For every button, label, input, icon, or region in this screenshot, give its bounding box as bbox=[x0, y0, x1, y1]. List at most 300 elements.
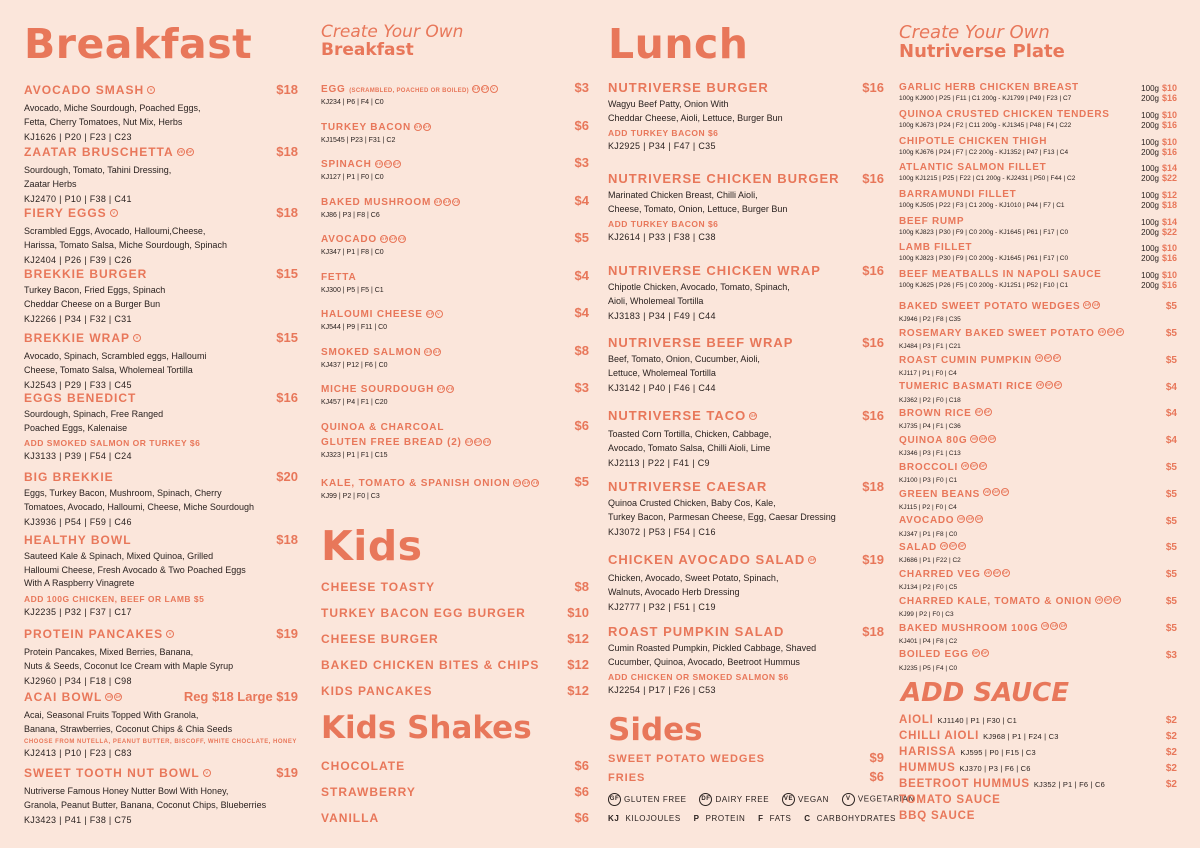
item-price: $2 bbox=[1165, 763, 1177, 774]
kids-item[interactable] bbox=[321, 579, 589, 594]
weight-label: 100g bbox=[1141, 111, 1159, 120]
item-price: $16 bbox=[862, 408, 884, 424]
item-price: $6 bbox=[574, 758, 589, 773]
dairy-free-icon: DF bbox=[1060, 623, 1067, 629]
vegan-icon: VE bbox=[1036, 355, 1042, 361]
item-nutrition: KJ3133 | P39 | F54 | C24 bbox=[24, 451, 132, 461]
dairy-free-icon: DF bbox=[984, 408, 991, 414]
item-nutrition: KJ323 | P1 | F1 | C15 bbox=[321, 452, 388, 460]
legend-label: VEGETARIAN bbox=[857, 794, 915, 804]
item-desc: Halloumi Cheese, Fresh Avocado & Two Poached Eggs bbox=[24, 564, 246, 575]
gluten-free-icon: GF bbox=[414, 124, 423, 130]
addon-item[interactable] bbox=[321, 380, 589, 406]
weight-label: 200g bbox=[1141, 94, 1159, 103]
menu-item[interactable] bbox=[24, 532, 298, 617]
gluten-free-icon: GF bbox=[426, 311, 434, 317]
legend-key: KJ bbox=[608, 814, 620, 823]
item-price: $4 bbox=[1165, 408, 1177, 420]
shake-item[interactable] bbox=[321, 758, 589, 773]
item-desc: Walnuts, Avocado Herb Dressing bbox=[608, 586, 740, 597]
dairy-free-icon: DF bbox=[186, 148, 193, 154]
protein-item[interactable] bbox=[899, 242, 1177, 262]
menu-item[interactable] bbox=[608, 80, 884, 151]
item-name: NUTRIVERSE CHICKEN BURGER bbox=[608, 171, 840, 186]
plate-side-item[interactable] bbox=[899, 564, 1177, 591]
price-200g bbox=[1141, 147, 1177, 157]
item-name: NUTRIVERSE CHICKEN WRAP bbox=[608, 263, 821, 278]
legend-label: GLUTEN FREE bbox=[624, 794, 687, 804]
item-name: NUTRIVERSE CAESAR bbox=[608, 479, 768, 494]
item-price: $5 bbox=[574, 230, 589, 245]
item-price: $20 bbox=[276, 469, 298, 484]
item-name: CHICKEN AVOCADO SALAD bbox=[608, 552, 806, 568]
item-price: $15 bbox=[276, 266, 298, 281]
item-price: $18 bbox=[276, 144, 298, 160]
plate-side-item[interactable] bbox=[899, 618, 1177, 645]
price-200g bbox=[1141, 200, 1177, 210]
item-price: $4 bbox=[1165, 435, 1177, 447]
item-price: $16 bbox=[1161, 120, 1177, 130]
item-nutrition: KJ544 | P9 | F11 | C0 bbox=[321, 324, 388, 331]
item-name: ROAST CUMIN PUMPKIN bbox=[899, 354, 1032, 366]
item-nutrition: KJ347 | P1 | F8 | C0 bbox=[899, 530, 958, 538]
kids-item[interactable] bbox=[321, 605, 589, 620]
plate-side-item[interactable] bbox=[899, 644, 1177, 671]
gluten-free-icon: GF bbox=[1105, 596, 1111, 602]
sauce-item[interactable] bbox=[899, 730, 1177, 742]
item-nutrition: KJ2413 | P10 | F23 | C83 bbox=[24, 748, 132, 759]
dairy-free-icon: DF bbox=[523, 480, 531, 486]
item-desc: Marinated Chicken Breast, Chilli Aioli, bbox=[608, 190, 758, 200]
item-price: $5 bbox=[1165, 515, 1177, 527]
menu-item[interactable] bbox=[608, 551, 884, 612]
item-price: $10 bbox=[1161, 83, 1177, 93]
item-name: CHARRED KALE, TOMATO & ONION bbox=[899, 596, 1092, 608]
item-nutrition: KJ2254 | P17 | F26 | C53 bbox=[608, 685, 716, 695]
vegan-icon: VE bbox=[106, 693, 112, 699]
item-price: $6 bbox=[574, 810, 589, 825]
sauce-item[interactable] bbox=[899, 762, 1177, 774]
item-name: BEEF RUMP bbox=[899, 216, 965, 227]
item-price: $3 bbox=[574, 80, 589, 95]
item-nutrition: KJ127 | P1 | F0 | C0 bbox=[321, 174, 384, 181]
menu-item[interactable] bbox=[24, 469, 298, 527]
dairy-free-icon: DF bbox=[393, 161, 401, 167]
item-desc: Nuts & Seeds, Coconut Ice Cream with Maple Syrup bbox=[24, 660, 234, 671]
menu-item[interactable] bbox=[24, 764, 298, 825]
item-nutrition: 100g KJ900 | P25 | F11 | C1 200g - KJ1799 | P49 | F23 | C7 bbox=[899, 95, 1072, 102]
item-nutrition: KJ346 | P3 | F1 | C13 bbox=[899, 450, 961, 458]
item-name: CHARRED VEG bbox=[899, 569, 981, 581]
item-nutrition: KJ370 | P3 | F6 | C6 bbox=[959, 764, 1031, 773]
item-desc: Acai, Seasonal Fruits Topped With Granola, bbox=[24, 710, 199, 721]
menu-item[interactable] bbox=[608, 263, 884, 321]
vegan-icon: VE bbox=[984, 489, 990, 495]
item-price: $4 bbox=[574, 193, 589, 208]
item-nutrition: KJ457 | P4 | F1 | C20 bbox=[321, 399, 388, 406]
gluten-free-icon: GF bbox=[993, 489, 999, 495]
item-price: $19 bbox=[276, 765, 298, 781]
item-price: $3 bbox=[574, 155, 589, 170]
item-desc: Sauteed Kale & Spinach, Mixed Quinoa, Grilled bbox=[24, 551, 214, 561]
item-name: BBQ SAUCE bbox=[899, 810, 976, 822]
menu-item[interactable] bbox=[24, 625, 298, 686]
item-desc: Cheese, Tomato Salsa, Wholemeal Tortilla bbox=[24, 364, 193, 375]
item-nutrition: KJ99 | P2 | F0 | C3 bbox=[899, 611, 954, 619]
item-nutrition: KJ2925 | P34 | F47 | C35 bbox=[608, 141, 716, 151]
addon-item[interactable] bbox=[321, 193, 589, 219]
item-desc: Zaatar Herbs bbox=[24, 178, 77, 189]
item-desc: Aioli, Wholemeal Tortilla bbox=[608, 295, 704, 306]
item-price: $18 bbox=[862, 624, 884, 639]
protein-item[interactable] bbox=[899, 136, 1177, 156]
gluten-free-icon: GF bbox=[750, 412, 757, 418]
weight-label: 200g bbox=[1141, 201, 1159, 210]
item-nutrition: KJ115 | P2 | F0 | C4 bbox=[899, 503, 957, 511]
price-200g bbox=[1141, 173, 1177, 183]
item-name: BAKED CHICKEN BITES & CHIPS bbox=[321, 658, 540, 672]
item-price: $5 bbox=[1165, 462, 1177, 474]
plate-side-item[interactable] bbox=[899, 537, 1177, 564]
menu-item[interactable] bbox=[24, 329, 298, 390]
plate-side-item[interactable] bbox=[899, 350, 1177, 377]
vegan-icon: VE bbox=[177, 148, 184, 154]
item-price: $4 bbox=[1165, 381, 1177, 393]
item-nutrition: KJ2960 | P34 | F18 | C98 bbox=[24, 676, 132, 687]
item-name: TURKEY BACON EGG BURGER bbox=[321, 606, 526, 620]
addon-item[interactable] bbox=[321, 437, 589, 459]
gluten-free-icon: GF bbox=[384, 161, 392, 167]
kids-item[interactable] bbox=[321, 631, 589, 646]
menu-item[interactable] bbox=[24, 390, 298, 461]
addon-item[interactable] bbox=[321, 418, 589, 433]
legend-label: DAIRY FREE bbox=[715, 794, 770, 804]
legend-label: CARBOHYDRATES bbox=[816, 814, 896, 823]
sauce-item[interactable] bbox=[899, 810, 1177, 822]
protein-item[interactable] bbox=[899, 269, 1177, 289]
create-breakfast-heading-2: Breakfast bbox=[321, 39, 414, 60]
weight-label: 100g bbox=[1141, 84, 1159, 93]
menu-item[interactable] bbox=[608, 624, 884, 695]
item-price: $18 bbox=[862, 479, 884, 494]
item-name: NUTRIVERSE BURGER bbox=[608, 80, 769, 95]
item-name: SALAD bbox=[899, 542, 937, 554]
plate-side-item[interactable] bbox=[899, 403, 1177, 430]
item-price: Reg $18 Large $19 bbox=[183, 689, 298, 705]
item-name: BAKED SWEET POTATO WEDGES bbox=[899, 301, 1081, 313]
item-nutrition: KJ2404 | P26 | F39 | C26 bbox=[24, 255, 132, 266]
item-nutrition: KJ2543 | P29 | F33 | C45 bbox=[24, 380, 132, 391]
item-name: ROAST PUMPKIN SALAD bbox=[608, 624, 785, 639]
vegan-icon: VE bbox=[532, 480, 540, 486]
item-name: SPINACH bbox=[321, 159, 372, 170]
price-200g bbox=[1141, 93, 1177, 103]
item-price: $5 bbox=[1165, 301, 1177, 313]
item-nutrition: KJ99 | P2 | F0 | C3 bbox=[321, 493, 380, 500]
dairy-free-icon: DF bbox=[959, 542, 965, 548]
item-desc: Toasted Corn Tortilla, Chicken, Cabbage, bbox=[608, 429, 772, 440]
sauce-item[interactable] bbox=[899, 746, 1177, 758]
weight-label: 200g bbox=[1141, 281, 1159, 290]
item-nutrition: KJ946 | P2 | F8 | C35 bbox=[899, 316, 961, 324]
item-price: $16 bbox=[1161, 280, 1177, 290]
protein-item[interactable] bbox=[899, 189, 1177, 209]
menu-item[interactable] bbox=[608, 171, 884, 242]
item-name: FRIES bbox=[608, 772, 646, 784]
item-price: $14 bbox=[1161, 163, 1177, 173]
vegetarian-icon: V bbox=[147, 86, 155, 94]
sauce-item[interactable] bbox=[899, 794, 1177, 806]
addon-item[interactable] bbox=[321, 343, 589, 369]
item-price: $16 bbox=[862, 171, 884, 186]
item-price: $16 bbox=[1161, 93, 1177, 103]
item-addon-note: ADD 100G CHICKEN, BEEF OR LAMB $5 bbox=[24, 593, 205, 604]
item-name: BIG BREKKIE bbox=[24, 470, 114, 484]
item-price: $12 bbox=[567, 683, 589, 698]
price-100g bbox=[1141, 243, 1177, 253]
item-desc: Sourdough, Spinach, Free Ranged bbox=[24, 409, 164, 419]
gluten-free-icon: GF bbox=[1044, 355, 1051, 361]
price-100g bbox=[1141, 217, 1177, 227]
gluten-free-icon: GF bbox=[980, 435, 987, 441]
item-name: TURKEY BACON bbox=[321, 122, 411, 133]
sauce-item[interactable] bbox=[899, 778, 1177, 790]
item-name: QUINOA & CHARCOAL bbox=[321, 422, 445, 433]
vegetarian-icon: V bbox=[110, 209, 118, 217]
addon-item[interactable] bbox=[321, 80, 589, 106]
item-price: $4 bbox=[574, 268, 589, 283]
addon-item[interactable] bbox=[321, 268, 589, 294]
gluten-free-icon: GF bbox=[425, 349, 433, 355]
vegan-icon: VE bbox=[453, 199, 461, 205]
vegetarian-icon: V bbox=[166, 630, 174, 638]
vegetarian-icon: V bbox=[490, 85, 498, 93]
lunch-title: Lunch bbox=[608, 20, 749, 68]
price-200g bbox=[1141, 280, 1177, 290]
price-200g bbox=[1141, 227, 1177, 237]
menu-item[interactable] bbox=[24, 143, 298, 204]
dairy-free-icon: DF bbox=[1002, 489, 1008, 495]
item-nutrition: KJ86 | P3 | F8 | C6 bbox=[321, 212, 380, 219]
item-desc: Cheddar Cheese on a Burger Bun bbox=[24, 298, 161, 309]
menu-item[interactable] bbox=[24, 688, 298, 758]
addon-item[interactable] bbox=[321, 118, 589, 144]
menu-item[interactable] bbox=[24, 204, 298, 265]
dairy-free-icon: DF bbox=[982, 650, 988, 656]
addon-item[interactable] bbox=[321, 155, 589, 181]
kids-item[interactable] bbox=[321, 683, 589, 698]
dairy-free-icon: DF bbox=[1114, 596, 1120, 602]
item-name: AVOCADO SMASH bbox=[24, 83, 145, 98]
item-nutrition: KJ3936 | P54 | F59 | C46 bbox=[24, 517, 132, 527]
item-nutrition: 100g KJ823 | P30 | F9 | C0 200g - KJ1645 | P61 | F17 | C0 bbox=[899, 255, 1069, 262]
item-nutrition: KJ117 | P1 | F0 | C4 bbox=[899, 369, 957, 377]
dairy-free-icon: DF bbox=[474, 439, 482, 445]
plate-side-item[interactable] bbox=[899, 484, 1177, 511]
item-desc: Cheddar Cheese, Aioli, Lettuce, Burger Bun bbox=[608, 112, 783, 123]
dairy-free-icon: DF bbox=[423, 124, 431, 130]
price-100g bbox=[1141, 270, 1177, 280]
item-price: $6 bbox=[574, 118, 589, 133]
menu-item[interactable] bbox=[24, 266, 298, 324]
item-nutrition: KJ362 | P2 | F0 | C18 bbox=[899, 396, 961, 404]
addon-item[interactable] bbox=[321, 230, 589, 256]
protein-item[interactable] bbox=[899, 82, 1177, 102]
gluten-free-icon: GF bbox=[1051, 623, 1058, 629]
menu-item[interactable] bbox=[608, 479, 884, 537]
dairy-free-icon: DF bbox=[1116, 328, 1123, 334]
gluten-free-icon: GF bbox=[809, 556, 816, 562]
dairy-free-icon: DF bbox=[434, 349, 442, 355]
item-name: STRAWBERRY bbox=[321, 785, 416, 799]
sauce-item[interactable] bbox=[899, 714, 1177, 726]
weight-label: 200g bbox=[1141, 121, 1159, 130]
price-100g bbox=[1141, 137, 1177, 147]
plate-side-item[interactable] bbox=[899, 510, 1177, 537]
item-name: ROSEMARY BAKED SWEET POTATO bbox=[899, 328, 1095, 340]
plate-side-item[interactable] bbox=[899, 591, 1177, 618]
item-price: $5 bbox=[1165, 488, 1177, 500]
item-nutrition: KJ595 | P0 | F15 | C3 bbox=[960, 748, 1036, 757]
item-name: BREKKIE BURGER bbox=[24, 267, 148, 281]
vegan-icon: VE bbox=[962, 462, 968, 468]
item-name: BARRAMUNDI FILLET bbox=[899, 189, 1017, 200]
item-nutrition: KJ3072 | P53 | F54 | C16 bbox=[608, 527, 716, 537]
vegan-icon: VE bbox=[375, 161, 383, 167]
item-price: $2 bbox=[1165, 747, 1177, 758]
item-price: $10 bbox=[1161, 110, 1177, 120]
dairy-free-icon: DF bbox=[115, 693, 121, 699]
shake-item[interactable] bbox=[321, 810, 589, 825]
item-name: KALE, TOMATO & SPANISH ONION bbox=[321, 478, 511, 489]
gluten-free-icon: GF bbox=[973, 650, 979, 656]
item-name: SMOKED SALMON bbox=[321, 347, 422, 358]
item-name: FETTA bbox=[321, 272, 357, 283]
item-desc: Tomatoes, Avocado, Halloumi, Cheese, Miche Sourdough bbox=[24, 501, 254, 512]
addon-item[interactable] bbox=[321, 305, 589, 331]
item-name: HALOUMI CHEESE bbox=[321, 309, 423, 320]
shake-item[interactable] bbox=[321, 784, 589, 799]
vegan-icon: VE bbox=[971, 435, 977, 441]
item-price: $16 bbox=[1161, 147, 1177, 157]
side-item[interactable] bbox=[608, 750, 884, 765]
protein-item[interactable] bbox=[899, 109, 1177, 129]
item-price: $5 bbox=[1165, 569, 1177, 581]
menu-item[interactable] bbox=[608, 335, 884, 393]
item-price: $6 bbox=[869, 769, 884, 784]
menu-item[interactable] bbox=[608, 407, 884, 468]
item-name: MICHE SOURDOUGH bbox=[321, 384, 435, 395]
item-name: QUINOA CRUSTED CHICKEN TENDERS bbox=[899, 109, 1110, 120]
item-desc: Cumin Roasted Pumpkin, Pickled Cabbage, Shaved bbox=[608, 643, 817, 653]
item-price: $16 bbox=[862, 263, 884, 278]
item-name: NUTRIVERSE BEEF WRAP bbox=[608, 335, 794, 350]
item-nutrition: KJ735 | P4 | F1 | C36 bbox=[899, 423, 961, 431]
legend-label: FATS bbox=[769, 814, 792, 823]
item-name: HARISSA bbox=[899, 746, 957, 758]
vegan-icon: VE bbox=[483, 439, 491, 445]
item-nutrition: KJ968 | P1 | F24 | C3 bbox=[983, 732, 1059, 741]
item-price: $16 bbox=[276, 390, 298, 405]
item-name: CHEESE BURGER bbox=[321, 632, 439, 646]
vegetarian-icon: V bbox=[133, 334, 141, 342]
item-nutrition: KJ352 | P1 | F6 | C6 bbox=[1033, 780, 1105, 789]
vegan-icon: VE bbox=[1042, 623, 1049, 629]
item-price: $18 bbox=[276, 532, 298, 547]
item-nutrition: 100g KJ823 | P30 | F9 | C0 200g - KJ1645 | P61 | F17 | C0 bbox=[899, 229, 1069, 236]
menu-item[interactable] bbox=[24, 81, 298, 142]
item-desc: Avocado, Tomato Salsa, Chilli Aioli, Lime bbox=[608, 442, 771, 453]
gluten-free-icon: GF bbox=[514, 480, 522, 486]
item-nutrition: KJ2113 | P22 | F41 | C9 bbox=[608, 458, 710, 469]
legend-key: P bbox=[693, 814, 700, 823]
item-nutrition: 100g KJ673 | P24 | F2 | C11 200g - KJ1345 | P48 | F4 | C22 bbox=[899, 122, 1072, 129]
item-name: BROCCOLI bbox=[899, 462, 958, 474]
item-desc: Cucumber, Quinoa, Avocado, Beetroot Hummus bbox=[608, 656, 800, 667]
gluten-free-icon: GF bbox=[472, 86, 481, 92]
item-name: TUMERIC BASMATI RICE bbox=[899, 381, 1033, 393]
price-100g bbox=[1141, 83, 1177, 93]
item-name: CHIPOTLE CHICKEN THIGH bbox=[899, 136, 1048, 147]
protein-item[interactable] bbox=[899, 216, 1177, 236]
gluten-free-icon: GF bbox=[1046, 382, 1052, 388]
item-name: EGGS BENEDICT bbox=[24, 391, 137, 405]
item-nutrition: 100g KJ676 | P24 | F7 | C2 200g - KJ1352 | P47 | F13 | C4 bbox=[899, 149, 1069, 156]
item-price: $5 bbox=[1165, 354, 1177, 366]
gluten-free-icon: GF bbox=[465, 439, 473, 445]
item-name: BAKED MUSHROOM bbox=[321, 197, 432, 208]
plate-side-item[interactable] bbox=[899, 376, 1177, 403]
item-addon-note: CHOOSE FROM NUTELLA, PEANUT BUTTER, BISCOFF, WHITE CHOCLATE, HONEY bbox=[24, 739, 297, 746]
kids-title: Kids bbox=[321, 522, 423, 570]
gluten-free-icon: GF bbox=[975, 408, 982, 414]
item-price: $2 bbox=[1165, 779, 1177, 790]
item-price: $2 bbox=[1165, 731, 1177, 742]
price-200g bbox=[1141, 120, 1177, 130]
item-nutrition: KJ2614 | P33 | F38 | C38 bbox=[608, 232, 716, 242]
item-price: $4 bbox=[574, 305, 589, 320]
item-desc: Eggs, Turkey Bacon, Mushroom, Spinach, Cherry bbox=[24, 488, 222, 498]
item-nutrition: KJ3423 | P41 | F38 | C75 bbox=[24, 815, 132, 826]
item-price: $5 bbox=[1165, 542, 1177, 554]
addon-item[interactable] bbox=[321, 474, 589, 500]
item-name: ZAATAR BRUSCHETTA bbox=[24, 145, 174, 160]
item-price: $18 bbox=[276, 82, 298, 98]
item-nutrition: KJ1626 | P20 | F23 | C23 bbox=[24, 132, 132, 143]
item-name: ATLANTIC SALMON FILLET bbox=[899, 162, 1047, 173]
item-desc: Turkey Bacon, Parmesan Cheese, Egg, Caesar Dressing bbox=[608, 511, 836, 522]
item-name: BOILED EGG bbox=[899, 649, 969, 661]
add-sauce-title: ADD SAUCE bbox=[901, 678, 1069, 708]
item-price: $8 bbox=[574, 343, 589, 358]
gluten-free-icon: GF bbox=[608, 793, 621, 806]
plate-side-item[interactable] bbox=[899, 323, 1177, 350]
item-price: $10 bbox=[1161, 270, 1177, 280]
vegetarian-icon: V bbox=[842, 793, 855, 806]
side-item[interactable] bbox=[608, 769, 884, 784]
kids-item[interactable] bbox=[321, 657, 589, 672]
item-nutrition: KJ300 | P5 | F5 | C1 bbox=[321, 287, 384, 294]
plate-side-item[interactable] bbox=[899, 457, 1177, 484]
plate-side-item[interactable] bbox=[899, 296, 1177, 323]
item-desc: Quinoa Crusted Chicken, Baby Cos, Kale, bbox=[608, 498, 776, 508]
weight-label: 200g bbox=[1141, 254, 1159, 263]
plate-side-item[interactable] bbox=[899, 430, 1177, 457]
item-name: CHEESE TOASTY bbox=[321, 580, 436, 594]
item-nutrition: 100g KJ505 | P22 | F3 | C1 200g - KJ1010 | P44 | F7 | C1 bbox=[899, 202, 1065, 209]
protein-item[interactable] bbox=[899, 162, 1177, 182]
item-price: $12 bbox=[1161, 190, 1177, 200]
